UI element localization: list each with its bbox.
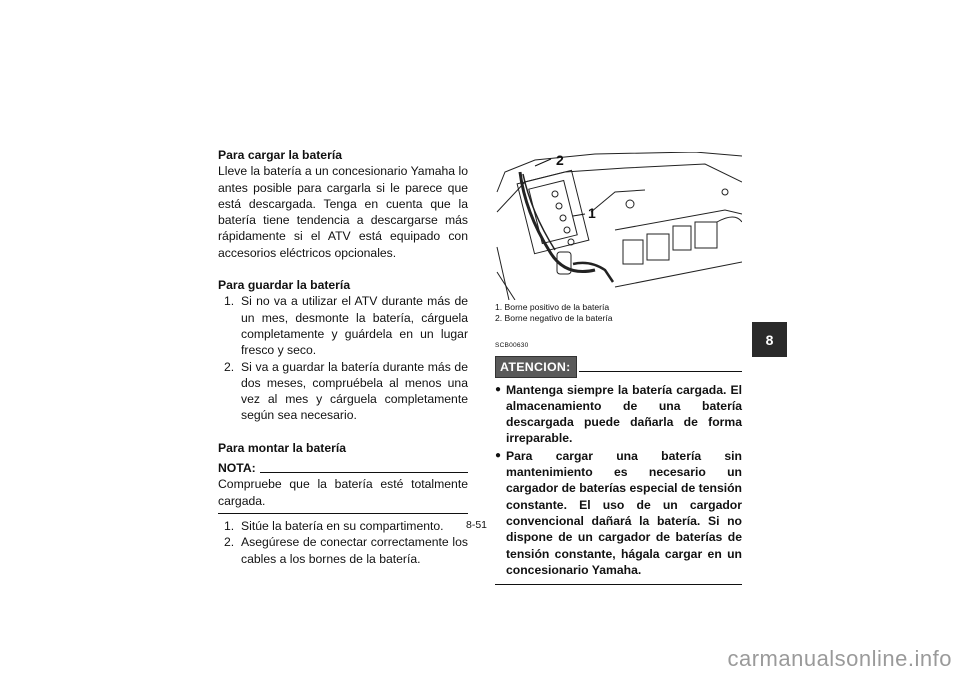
note-rule <box>260 472 468 473</box>
bullet-dot-icon: ● <box>495 383 502 395</box>
caution-bullet <box>495 448 742 578</box>
callout-2: 2 <box>556 152 564 168</box>
caution-end-rule <box>495 584 742 585</box>
caution-badge: ATENCION: <box>495 356 577 377</box>
store-item-number: 2. <box>224 359 235 374</box>
note-text: Compruebe que la batería esté totalmente cargada. <box>218 477 468 508</box>
mount-item-text: Asegúrese de conectar correctamente los cables a los bornes de la batería. <box>241 535 468 566</box>
watermark: carmanualsonline.info <box>727 646 952 671</box>
store-item <box>224 359 468 424</box>
bullet-dot-icon: ● <box>495 449 502 461</box>
mount-item <box>224 534 468 567</box>
note-end-rule <box>218 513 468 514</box>
battery-terminal-illustration <box>495 152 742 300</box>
caution-code: SCB00630 <box>495 342 529 349</box>
chapter-tab: 8 <box>752 322 787 357</box>
mount-item-text: Sitúe la batería en su compartimento. <box>241 518 444 533</box>
mount-item <box>224 518 468 534</box>
caution-header <box>495 356 742 377</box>
left-column <box>218 147 468 567</box>
store-item-text: Si no va a utilizar el ATV durante más de un mes, desmonte la batería, cárguela completamente y guárdela en un lugar fresco y seco. <box>241 294 468 358</box>
caption-item: 2. Borne negativo de la batería <box>495 313 613 323</box>
mount-title: Para montar la batería <box>218 440 347 455</box>
mount-item-number: 1. <box>224 518 235 533</box>
caption-item: 1. Borne positivo de la batería <box>495 302 610 312</box>
caution-bullet-text: Mantenga siempre la batería cargada. El almacenamiento de una batería descargada puede dañarla de forma irreparable. <box>506 382 742 446</box>
store-title: Para guardar la batería <box>218 278 351 293</box>
caution-rule <box>579 371 742 372</box>
right-column <box>495 152 742 585</box>
figure-caption <box>495 302 742 324</box>
store-item-text: Si va a guardar la batería durante más de dos meses, compruébela al menos una vez al mes y cárguela completamente según sea necesario. <box>241 359 468 423</box>
charge-body: Lleve la batería a un concesionario Yamaha lo antes posible para cargarla si le parece que está descargada. Tenga en cuenta que la batería tiene tendencia a descargarse más rápidamente si el ATV está equipado con accesorios eléctricos opcionales. <box>218 164 468 260</box>
charge-title: Para cargar la batería <box>218 148 342 162</box>
mount-item-number: 2. <box>224 535 235 550</box>
callout-1: 1 <box>588 205 596 221</box>
store-item <box>224 293 468 358</box>
store-item-number: 1. <box>224 294 235 309</box>
note-header <box>218 460 468 476</box>
note-label: NOTA: <box>218 461 256 476</box>
caution-bullet <box>495 382 742 447</box>
caution-bullet-text: Para cargar una batería sin mantenimiento es necesario un cargador de baterías especial de tensión constante. El uso de un cargador convencional dañará la batería. Si no dispone de un cargador de baterías de tensión constante, hágala cargar en un concesionario Yamaha. <box>506 448 742 577</box>
page-number: 8-51 <box>466 519 488 531</box>
